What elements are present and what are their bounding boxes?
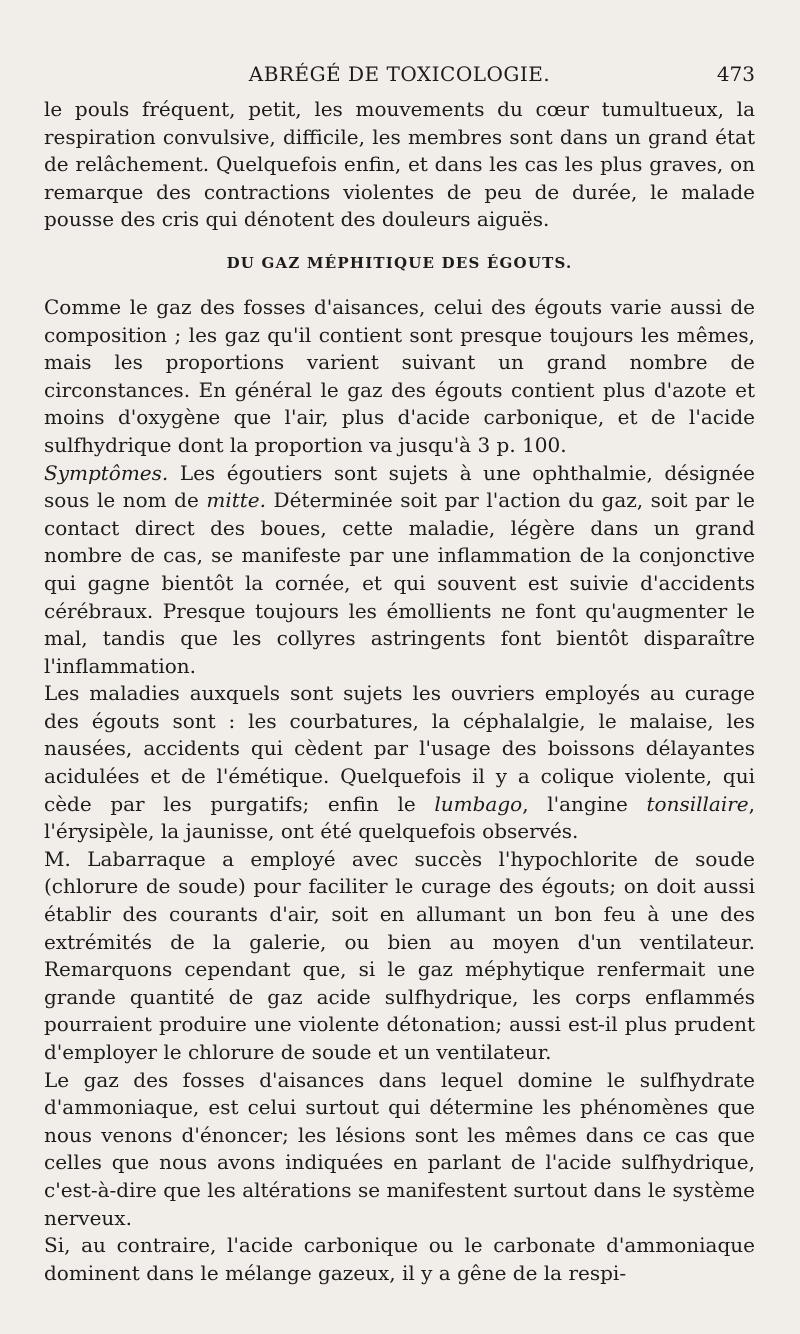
- term-tonsillaire: tonsillaire: [646, 791, 749, 816]
- paragraph-text: Déterminée soit par l'action du gaz, soit par le contact direct des boues, cette maladie, légère dans un grand nombre de cas, se manifeste par une inflammation de la conjonctive qui gagne bientôt la cornée, et qui souvent est suivie d'accidents cérébraux. Presque toujours les émollients ne font qu'augmenter le mal, tandis que les collyres astringents font bientôt disparaître l'inflammation.: [44, 488, 755, 678]
- paragraph-continuation: le pouls fréquent, petit, les mouvements du cœur tumultueux, la respiration convulsive, difficile, les membres sont dans un grand état de relâchement. Quelquefois enfin, et dans les cas les plus graves, on remarque des contractions violentes de peu de durée, le malade pousse des cris qui dénotent des douleurs aiguës.: [44, 97, 755, 232]
- paragraph-text: Les maladies auxquels sont sujets les ouvriers employés au curage des égouts sont : les courbatures, la céphalalgie, le malaise, les nausées, accidents qui cèdent par l'usage des boissons délayantes acidulées et de l'émétique. Quelquefois il y a colique violente, qui cède par les purgatifs; enfin le: [44, 681, 755, 816]
- paragraph-text: , l'angine: [522, 791, 647, 816]
- term-mitte: mitte.: [206, 488, 266, 513]
- term-lumbago: lumbago: [434, 791, 523, 816]
- page-body: [44, 96, 755, 1287]
- paragraph-symptoms: [44, 460, 755, 681]
- running-title: ABRÉGÉ DE TOXICOLOGIE.: [248, 62, 551, 86]
- paragraph-carbonate: Si, au contraire, l'acide carbonique ou le carbonate d'ammoniaque dominent dans le mélange gazeux, il y a gêne de la respi-: [44, 1233, 755, 1285]
- running-header: [44, 62, 755, 86]
- symptoms-lead: Symptômes.: [44, 460, 169, 485]
- paragraph-text: Les égoutiers sont sujets à une ophthalmie, désignée sous le nom de: [44, 460, 755, 513]
- paragraph-labarraque: M. Labarraque a employé avec succès l'hypochlorite de soude (chlorure de soude) pour faciliter le curage des égouts; on doit aussi établir des courants d'air, soit en allumant un bon feu à une des extrémités de la galerie, ou bien au moyen d'un ventilateur. Remarquons cependant que, si le gaz méphytique renfermait une grande quantité de gaz acide sulfhydrique, les corps enflammés pourraient produire une violente détonation; aussi est-il plus prudent d'employer le chlorure de soude et un ventilateur.: [44, 846, 755, 1064]
- paragraph-sulfhydrate: Le gaz des fosses d'aisances dans lequel domine le sulfhydrate d'ammoniaque, est celui surtout qui détermine les phénomènes que nous venons d'énoncer; les lésions sont les mêmes dans ce cas que celles que nous avons indiquées en parlant de l'acide sulfhydrique, c'est-à-dire que les altérations se manifestent surtout dans le système nerveux.: [44, 1067, 755, 1230]
- page-number: 473: [716, 62, 755, 86]
- paragraph-text: Comme le gaz des fosses d'aisances, celui des égouts varie aussi de composition ; les gaz qu'il contient sont presque toujours les mêmes, mais les proportions varient suivant un grand nombre de circonstances. En général le gaz des égouts contient plus d'azote et moins d'oxygène que l'air, plus d'acide carbonique, et de l'acide sulfhydrique dont la proportion va jusqu'à 3 p. 100.: [44, 294, 755, 457]
- paragraph-text: , l'érysipèle, la jaunisse, ont été quelquefois observés.: [44, 791, 755, 844]
- paragraph-diseases: [44, 680, 755, 846]
- paragraph-composition: [44, 294, 755, 460]
- section-heading: DU GAZ MÉPHITIQUE DES ÉGOUTS.: [226, 253, 573, 272]
